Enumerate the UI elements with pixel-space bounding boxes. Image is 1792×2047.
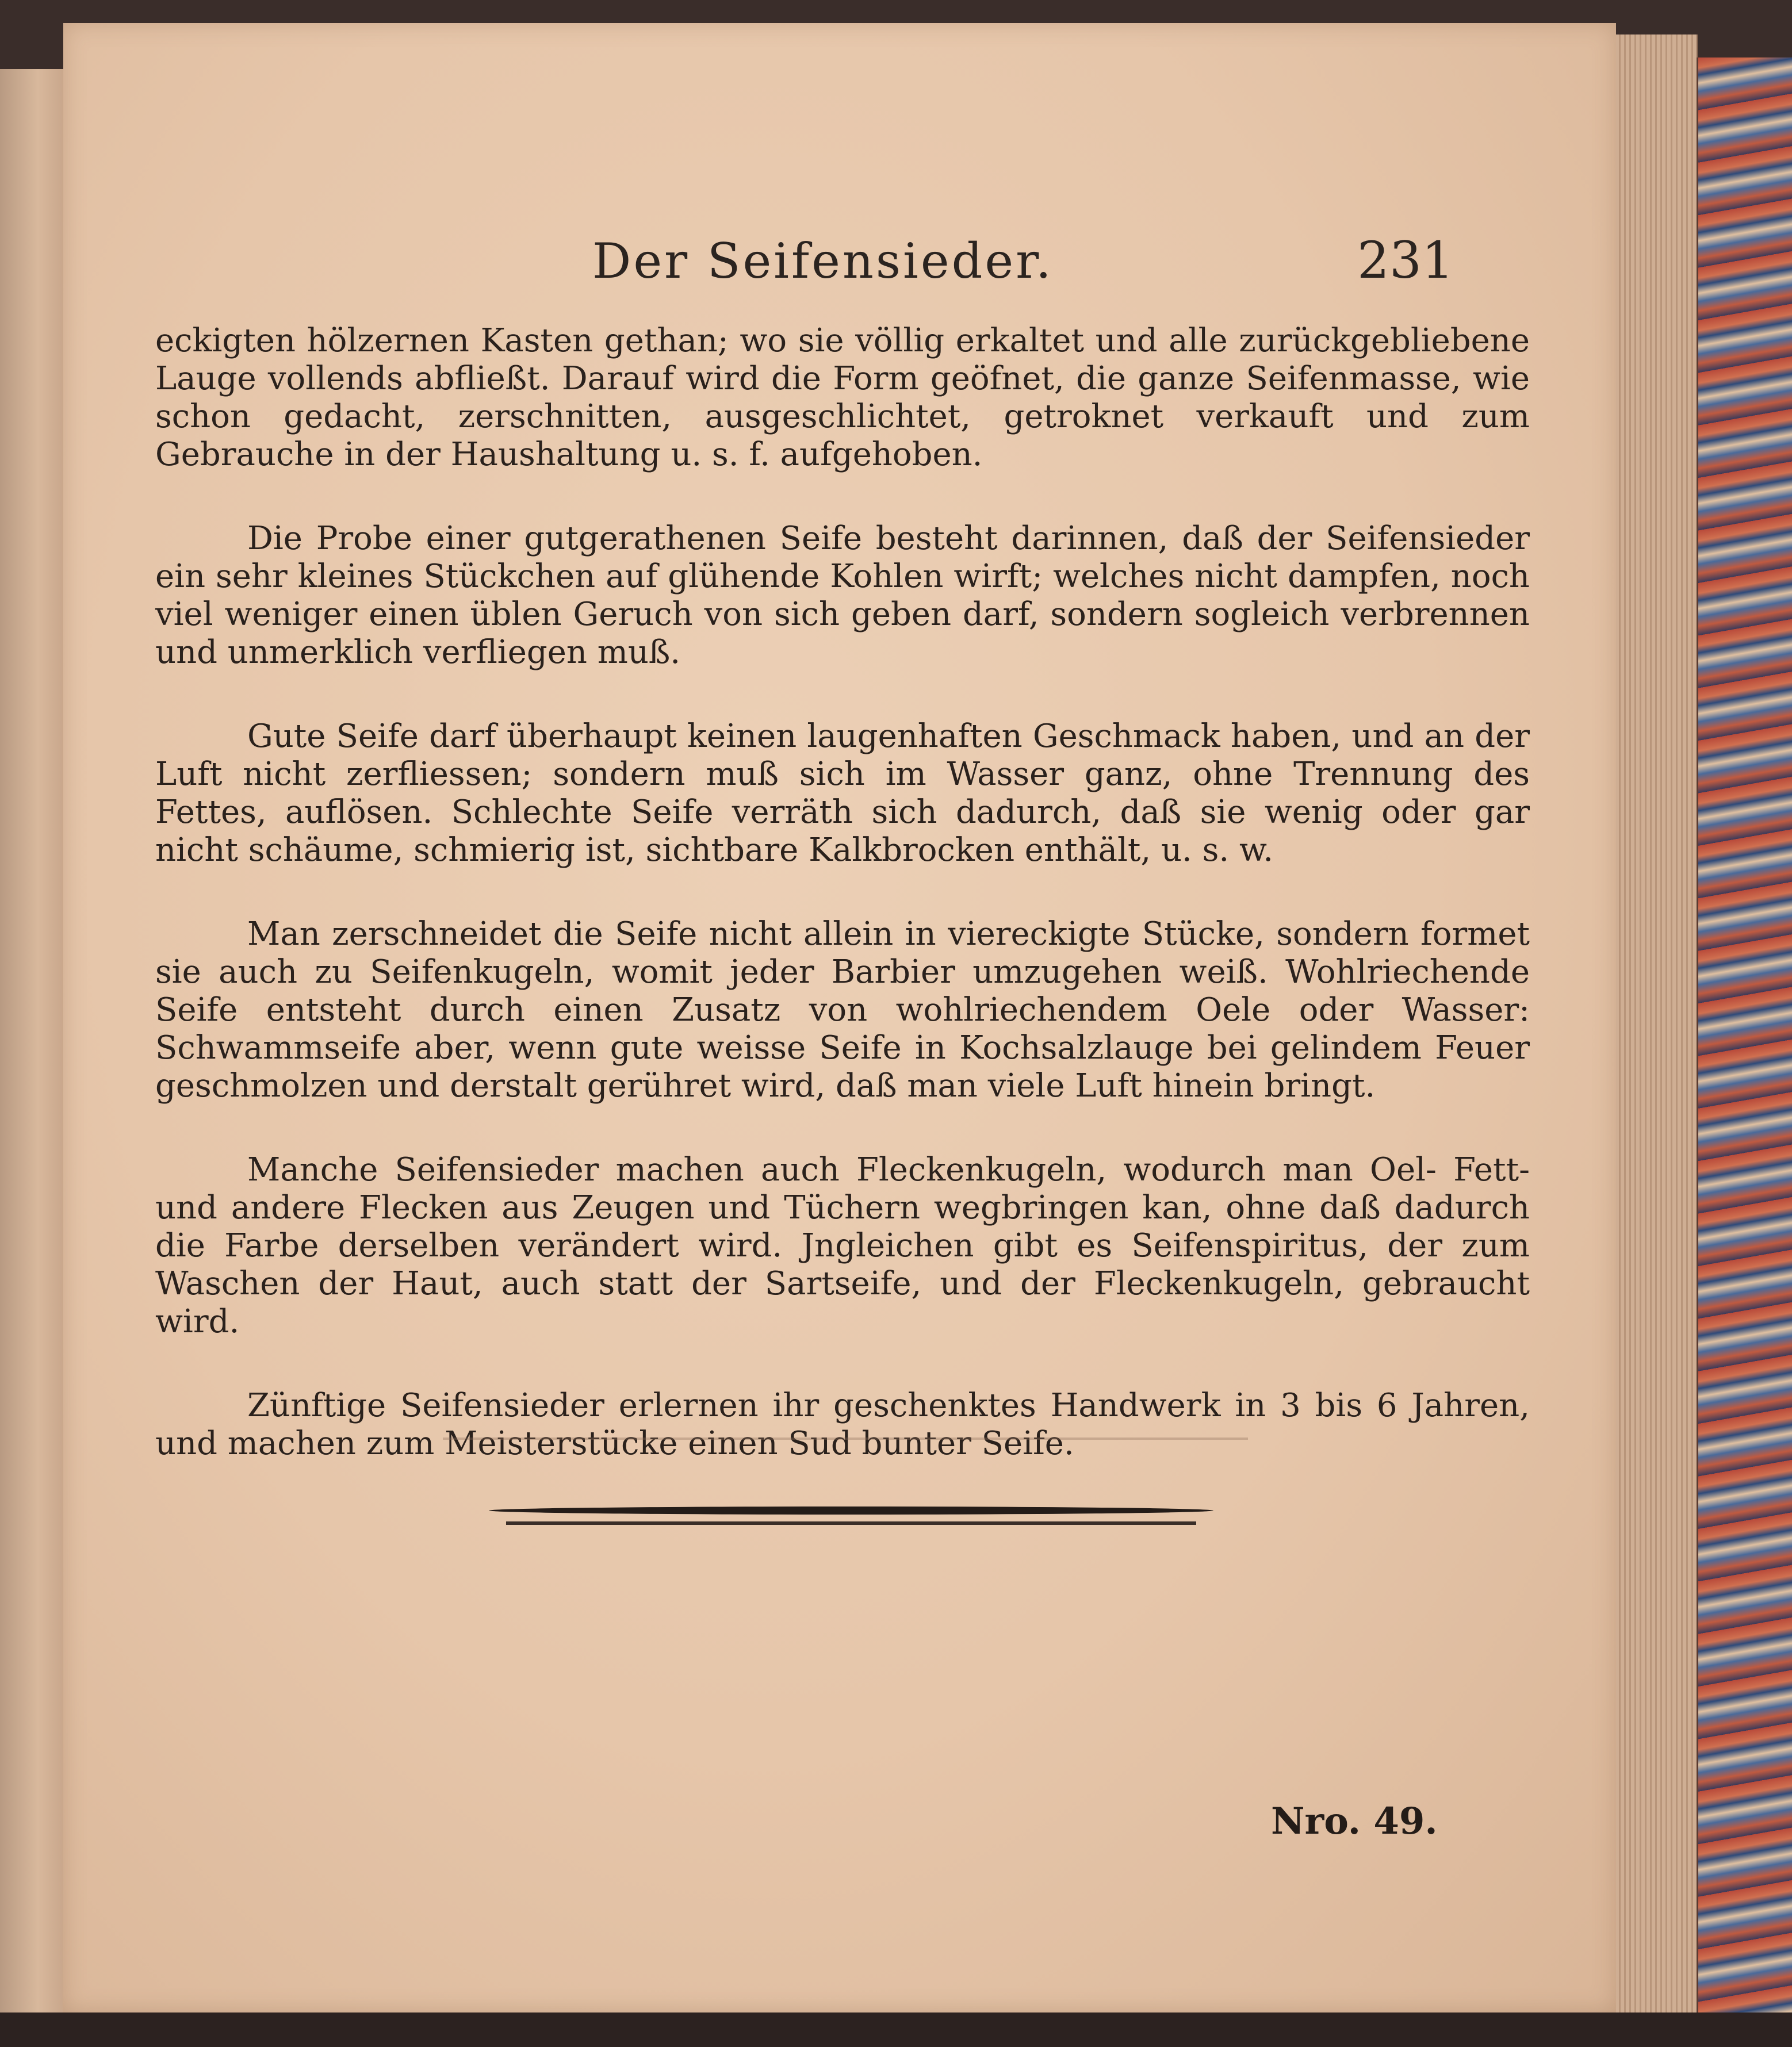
body-text [155, 322, 1530, 1509]
running-title: Der Seifensieder. [592, 233, 1054, 289]
page-stack-edges [1610, 34, 1698, 2012]
catchword: Nro. 49. [1271, 1800, 1438, 1843]
book-page [63, 23, 1616, 2012]
section-divider-rule [489, 1506, 1213, 1515]
book-binding-bottom [0, 2012, 1792, 2047]
paragraph-continuation: eckigten hölzernen Kasten gethan; wo sie völlig erkaltet und alle zurückgebliebene Lauge vollends abfließt. Darauf wird die Form geöfnet, die ganze Seifenmasse, wie schon gedacht, zerschnitten, ausgeschlichtet, getroknet verkauft und zum Gebrauche in der Haushaltung u. s. f. aufgehoben. [155, 322, 1530, 473]
section-divider-rule-thin [506, 1521, 1196, 1525]
paragraph-good-soap: Gute Seife darf überhaupt keinen laugenhaften Geschmack haben, und an der Luft nicht zerfliessen; sondern muß sich im Wasser ganz, ohne Trennung des Fettes, auflösen. Schlechte Seife verräth sich dadurch, daß sie wenig oder gar nicht schäume, schmierig ist, sichtbare Kalkbrocken enthält, u. s. w. [155, 718, 1530, 869]
paragraph-soap-test: Die Probe einer gutgerathenen Seife besteht darinnen, daß der Seifensieder ein sehr kleines Stückchen auf glühende Kohlen wirft; welches nicht dampfen, noch viel weniger einen üblen Geruch von sich geben darf, sondern sogleich verbrennen und unmerklich verfliegen muß. [155, 520, 1530, 671]
paragraph-stain-balls: Manche Seifensieder machen auch Fleckenkugeln, wodurch man Oel- Fett- und andere Flecken aus Zeugen und Tüchern wegbringen kan, ohne daß dadurch die Farbe derselben verändert wird. Jngleichen gibt es Seifenspiritus, der zum Waschen der Haut, auch statt der Sartseife, und der Fleckenkugeln, gebraucht wird. [155, 1151, 1530, 1340]
show-through-rule [443, 1438, 1248, 1440]
paragraph-soap-forms: Man zerschneidet die Seife nicht allein in viereckigte Stücke, sondern formet sie auch zu Seifenkugeln, womit jeder Barbier umzugehen weiß. Wohlriechende Seife entsteht durch einen Zusatz von wohlriechendem Oele oder Wasser: Schwammseife aber, wenn gute weisse Seife in Kochsalzlauge bei gelindem Feuer geschmolzen und derstalt gerühret wird, daß man viele Luft hinein bringt. [155, 915, 1530, 1105]
marbled-book-edge [1697, 57, 1792, 2024]
page-number: 231 [1357, 231, 1454, 290]
facing-page-edge [0, 69, 65, 2024]
page-header [63, 227, 1616, 290]
paragraph-guild-training: Zünftige Seifensieder erlernen ihr geschenktes Handwerk in 3 bis 6 Jahren, und machen zum Meisterstücke einen Sud bunter Seife. [155, 1387, 1530, 1462]
